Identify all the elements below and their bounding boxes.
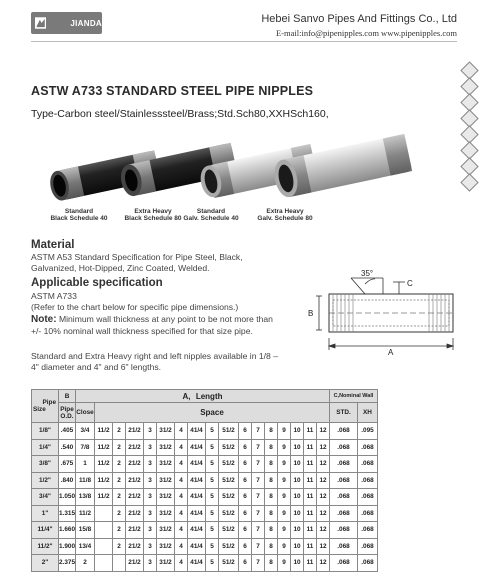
logo-icon (35, 16, 46, 30)
cell-close: 1 (76, 456, 95, 473)
cell-length: 5 (206, 522, 219, 539)
cell-length: 3 (144, 456, 157, 473)
applicable-heading: Applicable specification (31, 277, 163, 289)
cell-std: .068 (330, 489, 358, 506)
cell-length: 7 (252, 505, 265, 522)
cell-length: 10 (291, 472, 304, 489)
nipple-dimension-diagram (305, 266, 475, 356)
cell-length: 51/2 (219, 439, 239, 456)
header-pipe-size: Pipe Size (32, 390, 59, 423)
cell-length: 3 (144, 489, 157, 506)
cell-std: .068 (330, 505, 358, 522)
cell-std: .068 (330, 555, 358, 572)
cell-length: 4 (175, 456, 188, 473)
cell-std: .068 (330, 456, 358, 473)
table-row (32, 423, 378, 440)
cell-length: 8 (265, 439, 278, 456)
cell-length: 7 (252, 472, 265, 489)
cell-length: 8 (265, 555, 278, 572)
cell-length: 6 (239, 555, 252, 572)
cell-length: 5 (206, 505, 219, 522)
cell-length: 4 (175, 538, 188, 555)
caption-black-sch80: Extra Heavy Black Schedule 80 (124, 208, 182, 222)
cell-xh: .068 (358, 472, 378, 489)
cell-std: .068 (330, 538, 358, 555)
page-title: ASTW A733 STANDARD STEEL PIPE NIPPLES (31, 84, 314, 98)
table-row (32, 439, 378, 456)
cell-length: 10 (291, 489, 304, 506)
cell-od: .540 (59, 439, 76, 456)
cell-length: 9 (278, 555, 291, 572)
cell-length: 11 (304, 423, 317, 440)
cell-length: 6 (239, 522, 252, 539)
cell-length: 6 (239, 538, 252, 555)
table-row (32, 456, 378, 473)
cell-xh: .095 (358, 423, 378, 440)
cell-length: 21/2 (126, 538, 144, 555)
cell-length: 21/2 (126, 555, 144, 572)
cell-size: 1/8" (32, 423, 59, 440)
cell-length: 41/4 (188, 472, 206, 489)
cell-length (95, 505, 113, 522)
note-label: Note: (31, 314, 57, 325)
cell-length (95, 538, 113, 555)
cell-length: 5 (206, 423, 219, 440)
cell-length: 2 (113, 439, 126, 456)
cell-length: 10 (291, 423, 304, 440)
cell-length: 9 (278, 538, 291, 555)
cell-length: 11 (304, 456, 317, 473)
company-name: Hebei Sanvo Pipes And Fittings Co., Ltd (261, 13, 457, 25)
table-row (32, 472, 378, 489)
cell-length: 8 (265, 456, 278, 473)
cell-length: 3 (144, 472, 157, 489)
cell-length: 21/2 (126, 439, 144, 456)
header-close: Close (76, 403, 95, 423)
cell-std: .068 (330, 423, 358, 440)
cell-length: 7 (252, 456, 265, 473)
cell-length: 4 (175, 472, 188, 489)
cell-close: 11/8 (76, 472, 95, 489)
cell-length: 51/2 (219, 472, 239, 489)
cell-length: 31/2 (157, 555, 175, 572)
company-contact: E-mail:info@pipenipples.com www.pipenipples.com (275, 28, 457, 38)
cell-length: 21/2 (126, 505, 144, 522)
cell-size: 11/2" (32, 538, 59, 555)
dim-a-label: A (388, 348, 394, 356)
cell-close: 13/4 (76, 538, 95, 555)
cell-length: 51/2 (219, 456, 239, 473)
cell-length: 12 (317, 555, 330, 572)
cell-length: 5 (206, 456, 219, 473)
cell-size: 11/4" (32, 522, 59, 539)
cell-length: 8 (265, 538, 278, 555)
cell-std: .068 (330, 522, 358, 539)
cell-length: 12 (317, 439, 330, 456)
cell-close: 11/2 (76, 505, 95, 522)
cell-length: 9 (278, 472, 291, 489)
cell-length: 51/2 (219, 555, 239, 572)
pipe-nipples-photo (40, 134, 440, 208)
cell-length: 51/2 (219, 423, 239, 440)
cell-close: 2 (76, 555, 95, 572)
cell-length: 4 (175, 505, 188, 522)
cell-length: 31/2 (157, 456, 175, 473)
cell-length: 9 (278, 522, 291, 539)
cell-od: 1.660 (59, 522, 76, 539)
cell-length (95, 522, 113, 539)
cell-size: 3/4" (32, 489, 59, 506)
cell-length: 10 (291, 555, 304, 572)
table-row (32, 522, 378, 539)
cell-length: 4 (175, 555, 188, 572)
cell-od: 2.375 (59, 555, 76, 572)
cell-xh: .068 (358, 505, 378, 522)
material-text: ASTM A53 Standard Specification for Pipe Steel, Black, Galvanized, Hot-Dipped, Zinc Coated, Welded. (31, 252, 243, 273)
header-divider (31, 41, 457, 42)
cell-length: 11 (304, 505, 317, 522)
cell-length: 31/2 (157, 423, 175, 440)
cell-length: 51/2 (219, 505, 239, 522)
cell-length (113, 555, 126, 572)
cell-length: 8 (265, 505, 278, 522)
cell-length: 9 (278, 489, 291, 506)
cell-close: 13/8 (76, 489, 95, 506)
cell-close: 7/8 (76, 439, 95, 456)
cell-length: 4 (175, 522, 188, 539)
cell-length: 2 (113, 456, 126, 473)
cell-length: 5 (206, 538, 219, 555)
diamond-icon (460, 173, 478, 191)
cell-xh: .068 (358, 522, 378, 539)
cell-length: 41/4 (188, 423, 206, 440)
cell-length: 2 (113, 423, 126, 440)
cell-od: .675 (59, 456, 76, 473)
cell-length: 10 (291, 522, 304, 539)
cell-length: 8 (265, 489, 278, 506)
cell-length: 31/2 (157, 439, 175, 456)
cell-length: 51/2 (219, 522, 239, 539)
cell-length: 11/2 (95, 423, 113, 440)
cell-od: .405 (59, 423, 76, 440)
material-heading: Material (31, 239, 75, 251)
cell-length: 10 (291, 439, 304, 456)
cell-length: 12 (317, 472, 330, 489)
cell-length: 51/2 (219, 489, 239, 506)
cell-length: 8 (265, 423, 278, 440)
cell-size: 3/8" (32, 456, 59, 473)
cell-length: 11 (304, 555, 317, 572)
table-row (32, 505, 378, 522)
cell-length: 9 (278, 423, 291, 440)
cell-length: 3 (144, 439, 157, 456)
cell-od: .840 (59, 472, 76, 489)
cell-length: 11/2 (95, 439, 113, 456)
cell-xh: .068 (358, 456, 378, 473)
cell-length: 6 (239, 489, 252, 506)
cell-length: 11 (304, 472, 317, 489)
cell-length: 41/4 (188, 505, 206, 522)
cell-length: 21/2 (126, 472, 144, 489)
header-length: A, Length (76, 390, 330, 403)
cell-od: 1.315 (59, 505, 76, 522)
cell-close: 3/4 (76, 423, 95, 440)
header-std: STD. (330, 403, 358, 423)
cell-length (95, 555, 113, 572)
cell-length: 11 (304, 538, 317, 555)
cell-od: 1.900 (59, 538, 76, 555)
caption-black-sch40: Standard Black Schedule 40 (50, 208, 108, 222)
decorative-diamonds (455, 64, 480, 192)
cell-length: 11 (304, 439, 317, 456)
cell-length: 7 (252, 489, 265, 506)
table-row (32, 538, 378, 555)
cell-length: 2 (113, 489, 126, 506)
cell-length: 2 (113, 522, 126, 539)
cell-length: 31/2 (157, 505, 175, 522)
cell-length: 2 (113, 472, 126, 489)
cell-length: 2 (113, 505, 126, 522)
cell-xh: .068 (358, 538, 378, 555)
cell-length: 7 (252, 423, 265, 440)
cell-length: 31/2 (157, 489, 175, 506)
cell-size: 1/4" (32, 439, 59, 456)
type-line: Type-Carbon steel/Stainlesssteel/Brass;Std.Sch80,XXHSch160, (31, 108, 329, 120)
caption-galv-sch80: Extra Heavy Galv. Schedule 80 (257, 208, 313, 222)
cell-length: 41/4 (188, 538, 206, 555)
cell-xh: .068 (358, 439, 378, 456)
cell-std: .068 (330, 439, 358, 456)
cell-length: 10 (291, 456, 304, 473)
note-block (31, 314, 283, 336)
cell-size: 1/2" (32, 472, 59, 489)
table-body (32, 423, 378, 572)
cell-length: 21/2 (126, 489, 144, 506)
header-xh: XH (358, 403, 378, 423)
dimension-table (31, 389, 378, 572)
cell-xh: .068 (358, 555, 378, 572)
cell-length: 11 (304, 489, 317, 506)
company-logo (31, 12, 102, 34)
pipe-galv-sch80 (271, 134, 412, 199)
cell-length: 3 (144, 555, 157, 572)
cell-length: 7 (252, 522, 265, 539)
angle-label: 35° (361, 269, 374, 278)
cell-length: 9 (278, 439, 291, 456)
cell-length: 4 (175, 489, 188, 506)
header-nominal-wall: C,Nominal Wall (330, 390, 378, 403)
cell-length: 41/4 (188, 489, 206, 506)
cell-length: 12 (317, 456, 330, 473)
cell-length: 21/2 (126, 522, 144, 539)
cell-length: 12 (317, 522, 330, 539)
cell-length: 9 (278, 456, 291, 473)
cell-length: 51/2 (219, 538, 239, 555)
cell-length: 41/4 (188, 439, 206, 456)
cell-length: 3 (144, 522, 157, 539)
cell-length: 41/4 (188, 555, 206, 572)
note-text: Minimum wall thickness at any point to be not more than +/- 10% nominal wall thickness specified for that size pipe. (31, 314, 273, 336)
table-row (32, 489, 378, 506)
cell-length: 5 (206, 472, 219, 489)
cell-length: 7 (252, 538, 265, 555)
cell-length: 6 (239, 439, 252, 456)
cell-length: 9 (278, 505, 291, 522)
cell-length: 5 (206, 439, 219, 456)
cell-length: 5 (206, 555, 219, 572)
cell-size: 1" (32, 505, 59, 522)
logo-text: JIANDA (70, 18, 102, 28)
cell-length: 11 (304, 522, 317, 539)
table-row (32, 555, 378, 572)
header-b: B (59, 390, 76, 403)
cell-length: 12 (317, 423, 330, 440)
cell-length: 12 (317, 505, 330, 522)
cell-length: 8 (265, 472, 278, 489)
caption-galv-sch40: Standard Galv. Schedule 40 (183, 208, 239, 222)
cell-length: 10 (291, 505, 304, 522)
cell-length: 6 (239, 423, 252, 440)
applicable-ref: (Refer to the chart below for specific pipe dimensions.) (31, 302, 239, 312)
cell-length: 2 (113, 538, 126, 555)
cell-length: 4 (175, 439, 188, 456)
cell-length: 7 (252, 555, 265, 572)
cell-length: 11/2 (95, 472, 113, 489)
cell-od: 1.050 (59, 489, 76, 506)
cell-length: 21/2 (126, 423, 144, 440)
cell-length: 5 (206, 489, 219, 506)
cell-length: 7 (252, 439, 265, 456)
header-pipe-od: Pipe O.D. (59, 403, 76, 423)
cell-std: .068 (330, 472, 358, 489)
cell-length: 3 (144, 538, 157, 555)
cell-length: 31/2 (157, 538, 175, 555)
dim-b-label: B (308, 309, 314, 318)
cell-length: 8 (265, 522, 278, 539)
cell-length: 12 (317, 489, 330, 506)
cell-close: 15/8 (76, 522, 95, 539)
cell-length: 31/2 (157, 472, 175, 489)
cell-length: 21/2 (126, 456, 144, 473)
cell-length: 3 (144, 505, 157, 522)
applicable-spec: ASTM A733 (31, 291, 77, 301)
cell-length: 3 (144, 423, 157, 440)
cell-length: 10 (291, 538, 304, 555)
cell-length: 12 (317, 538, 330, 555)
cell-size: 2" (32, 555, 59, 572)
cell-length: 41/4 (188, 522, 206, 539)
availability-text: Standard and Extra Heavy right and left nipples available in 1/8 – 4" diameter and 4" and 6" lengths. (31, 351, 278, 372)
cell-length: 6 (239, 472, 252, 489)
cell-length: 11/2 (95, 456, 113, 473)
cell-length: 11/2 (95, 489, 113, 506)
cell-length: 6 (239, 456, 252, 473)
cell-xh: .068 (358, 489, 378, 506)
cell-length: 4 (175, 423, 188, 440)
header-space: Space (95, 403, 330, 423)
cell-length: 6 (239, 505, 252, 522)
cell-length: 31/2 (157, 522, 175, 539)
cell-length: 41/4 (188, 456, 206, 473)
dim-c-label: C (407, 279, 413, 288)
